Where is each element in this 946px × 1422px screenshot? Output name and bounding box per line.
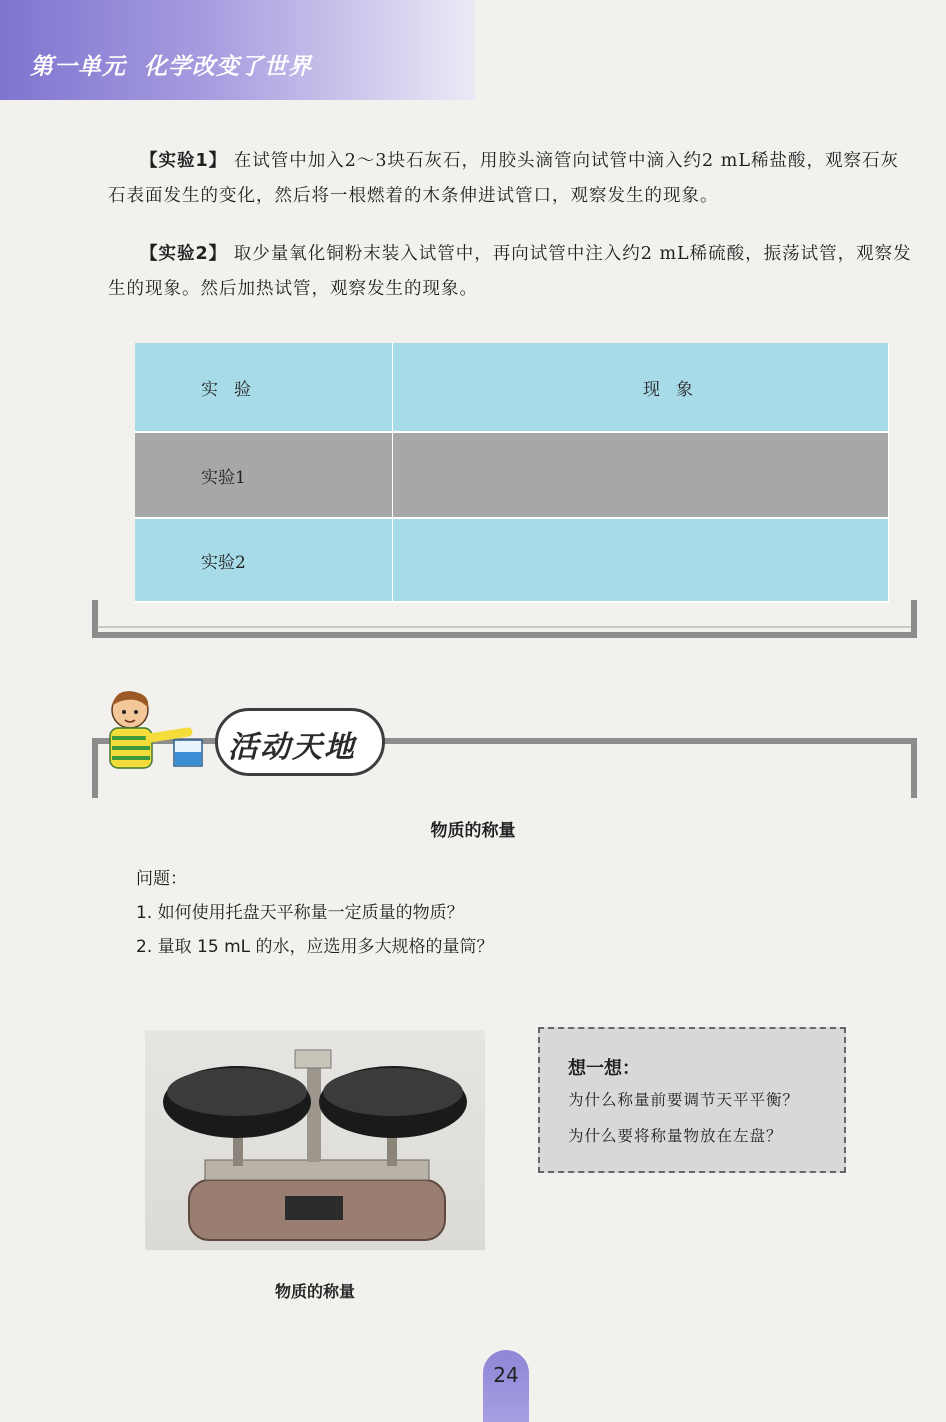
table-row bbox=[135, 518, 889, 602]
think-question: 为什么要将称量物放在左盘？ bbox=[568, 1127, 783, 1145]
question-item: 2. 量取 15 mL 的水，应选用多大规格的量筒？ bbox=[136, 937, 494, 957]
unit-title bbox=[30, 48, 312, 81]
activity-heading: 物质的称量 bbox=[430, 821, 516, 841]
table-cell-experiment: 实验1 bbox=[135, 432, 393, 518]
experiment-1-text: 在试管中加入2～3块石灰石，用胶头滴管向试管中滴入约2 mL稀盐酸，观察石灰石表面发生的变化，然后将一根燃着的木条伸进试管口，观察发生的现象。 bbox=[108, 151, 899, 206]
table-header-experiment: 实验 bbox=[135, 343, 393, 432]
section-frame-bottom bbox=[92, 600, 917, 638]
experiment-1-tag: 【实验1】 bbox=[140, 151, 228, 171]
page-number: 24 bbox=[493, 1363, 519, 1387]
table-cell-experiment: 实验2 bbox=[135, 518, 393, 602]
table-header-row bbox=[135, 343, 889, 432]
balance-scale-icon bbox=[145, 1030, 485, 1250]
table-cell-phenomenon[interactable] bbox=[393, 518, 889, 602]
experiment-2-tag: 【实验2】 bbox=[140, 244, 228, 264]
balance-photo bbox=[145, 1030, 485, 1250]
experiment-2-paragraph bbox=[108, 237, 916, 307]
photo-caption: 物质的称量 bbox=[274, 1282, 355, 1301]
table-row bbox=[135, 432, 889, 518]
experiment-2-text: 取少量氧化铜粉末装入试管中，再向试管中注入约2 mL稀硫酸，振荡试管，观察发生的现象。然后加热试管，观察发生的现象。 bbox=[108, 244, 912, 299]
experiment-record-table bbox=[135, 343, 889, 603]
table-cell-phenomenon[interactable] bbox=[393, 432, 889, 518]
think-title: 想一想： bbox=[568, 1058, 640, 1079]
think-question: 为什么称量前要调节天平平衡？ bbox=[568, 1091, 800, 1109]
child-mascot-icon bbox=[96, 688, 221, 778]
unit-number: 第一单元 bbox=[30, 54, 126, 80]
question-item: 1. 如何使用托盘天平称量一定质量的物质？ bbox=[136, 903, 464, 923]
table-header-phenomenon: 现象 bbox=[393, 343, 889, 432]
question-label: 问题： bbox=[136, 869, 187, 889]
experiment-1-paragraph bbox=[108, 144, 916, 214]
unit-subtitle: 化学改变了世界 bbox=[144, 54, 312, 80]
activity-badge-title: 活动天地 bbox=[228, 730, 356, 765]
